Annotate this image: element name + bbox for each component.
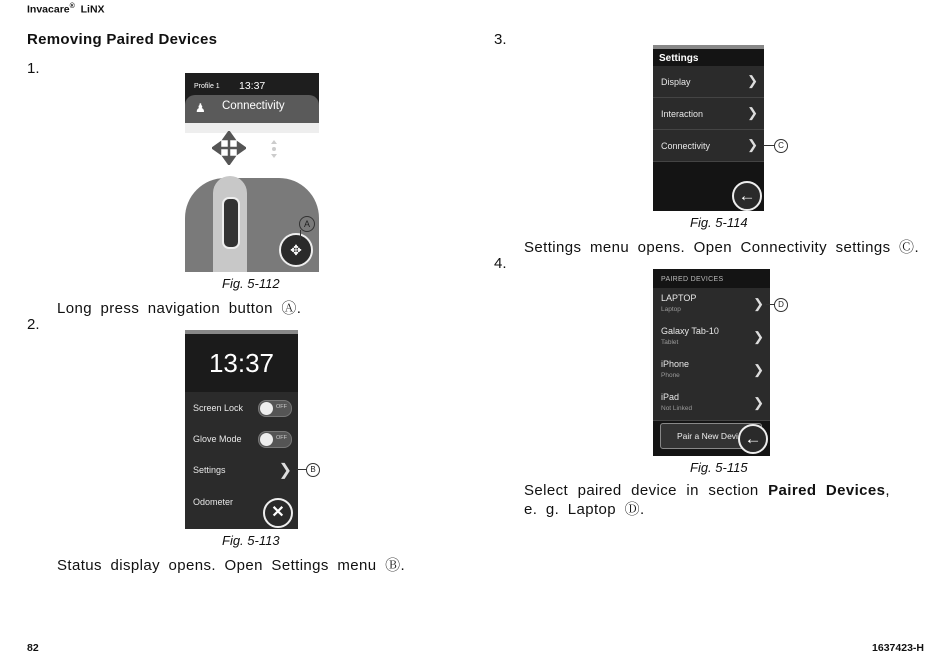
figure-5-114 — [653, 45, 764, 211]
device-name: Galaxy Tab-10 — [661, 326, 719, 336]
profile-label: Profile 1 — [194, 83, 220, 90]
row-settings[interactable] — [185, 454, 298, 486]
figure-caption-112: Fig. 5-112 — [222, 276, 280, 291]
row-label: Settings — [193, 465, 226, 475]
registered-mark: ® — [69, 3, 75, 10]
top-strip — [185, 330, 298, 334]
device-row-iphone[interactable] — [653, 354, 770, 388]
step-number-3: 3. — [494, 31, 507, 48]
close-button[interactable] — [263, 498, 293, 528]
toggle-knob — [260, 433, 273, 446]
device-type: Not Linked — [661, 405, 693, 412]
running-header — [27, 3, 105, 16]
row-glove-mode[interactable] — [185, 423, 298, 455]
section-title: PAIRED DEVICES — [661, 276, 724, 283]
chevron-right-icon: ❯ — [747, 105, 758, 120]
step-text-1: Long press navigation button Ⓐ. — [57, 300, 302, 317]
device-name: iPhone — [661, 359, 690, 369]
back-button[interactable] — [732, 181, 762, 211]
row-screen-lock[interactable] — [185, 392, 298, 424]
row-interaction[interactable] — [653, 98, 764, 130]
nav-arrows-icon: ✥ — [290, 242, 302, 258]
step4-text-after: , e. g. Laptop Ⓓ. — [524, 482, 890, 518]
row-label: Glove Mode — [193, 434, 242, 444]
chevron-right-icon: ❯ — [747, 137, 758, 152]
device-name: iPad — [661, 392, 680, 402]
title-shadow — [185, 123, 319, 133]
row-connectivity[interactable] — [653, 130, 764, 162]
page-number: 82 — [27, 642, 39, 654]
figure-caption-113: Fig. 5-113 — [222, 533, 280, 548]
document-number: 1637423-H — [872, 642, 924, 654]
toggle-state: OFF — [276, 435, 287, 441]
toggle-knob — [260, 402, 273, 415]
glove-mode-toggle[interactable] — [258, 431, 292, 448]
leader-line-a — [300, 230, 301, 240]
seat-icon: ♟ — [195, 101, 206, 115]
step-number-2: 2. — [27, 316, 40, 333]
arrow-left-icon: ← — [738, 186, 756, 205]
figure-caption-114: Fig. 5-114 — [690, 215, 748, 230]
clock-display: 13:37 — [239, 80, 266, 92]
device-row-ipad[interactable] — [653, 387, 770, 421]
back-button[interactable] — [738, 424, 768, 454]
screen-title: Settings — [659, 53, 699, 64]
marker-b: B — [306, 463, 320, 477]
updown-dots-icon — [270, 139, 278, 159]
joystick-handle[interactable] — [222, 197, 240, 249]
step-text-2: Status display opens. Open Settings menu Ⓑ. — [57, 557, 406, 574]
figure-caption-115: Fig. 5-115 — [690, 460, 748, 475]
row-label: Odometer — [193, 497, 234, 507]
step-number-1: 1. — [27, 60, 40, 77]
close-icon: ✕ — [271, 504, 285, 521]
product-name: LiNX — [80, 3, 105, 16]
device-type: Laptop — [661, 306, 681, 313]
chevron-right-icon: ❯ — [753, 395, 764, 410]
step4-text-before: Select paired device in section — [524, 482, 769, 499]
figure-5-112 — [185, 73, 319, 272]
device-name: LAPTOP — [661, 293, 697, 303]
row-label: Connectivity — [661, 141, 711, 151]
figure-5-115 — [653, 269, 770, 456]
chevron-right-icon: ❯ — [278, 462, 292, 479]
row-label: Screen Lock — [193, 403, 244, 413]
move-arrows-icon — [212, 131, 246, 165]
pair-button-label: Pair a New Devi — [677, 431, 738, 441]
toggle-state: OFF — [276, 404, 287, 410]
title-tab — [185, 95, 319, 123]
figure-5-113 — [185, 330, 298, 529]
step-text-4 — [524, 481, 890, 519]
top-strip — [653, 45, 764, 49]
row-display[interactable] — [653, 66, 764, 98]
section-title: Removing Paired Devices — [27, 31, 218, 48]
device-type: Phone — [661, 372, 680, 379]
row-label: Interaction — [661, 109, 704, 119]
screen-lock-toggle[interactable] — [258, 400, 292, 417]
device-type: Tablet — [661, 339, 679, 346]
chevron-right-icon: ❯ — [753, 296, 764, 311]
row-label: Display — [661, 77, 691, 87]
chevron-right-icon: ❯ — [747, 73, 758, 88]
chevron-right-icon: ❯ — [753, 362, 764, 377]
step4-text-bold: Paired Devices — [768, 482, 886, 499]
step-text-3: Settings menu opens. Open Connectivity settings Ⓒ. — [524, 239, 920, 256]
chevron-right-icon: ❯ — [753, 329, 764, 344]
screen-title: Connectivity — [222, 100, 285, 112]
brand-name: Invacare — [27, 3, 70, 16]
marker-d: D — [774, 298, 788, 312]
device-row-laptop[interactable] — [653, 288, 770, 322]
arrow-left-icon: ← — [744, 429, 762, 448]
marker-a: A — [299, 216, 315, 232]
device-row-galaxy-tab[interactable] — [653, 321, 770, 355]
navigation-button[interactable] — [279, 233, 313, 267]
marker-c: C — [774, 139, 788, 153]
large-clock: 13:37 — [208, 348, 275, 378]
step-number-4: 4. — [494, 255, 507, 272]
